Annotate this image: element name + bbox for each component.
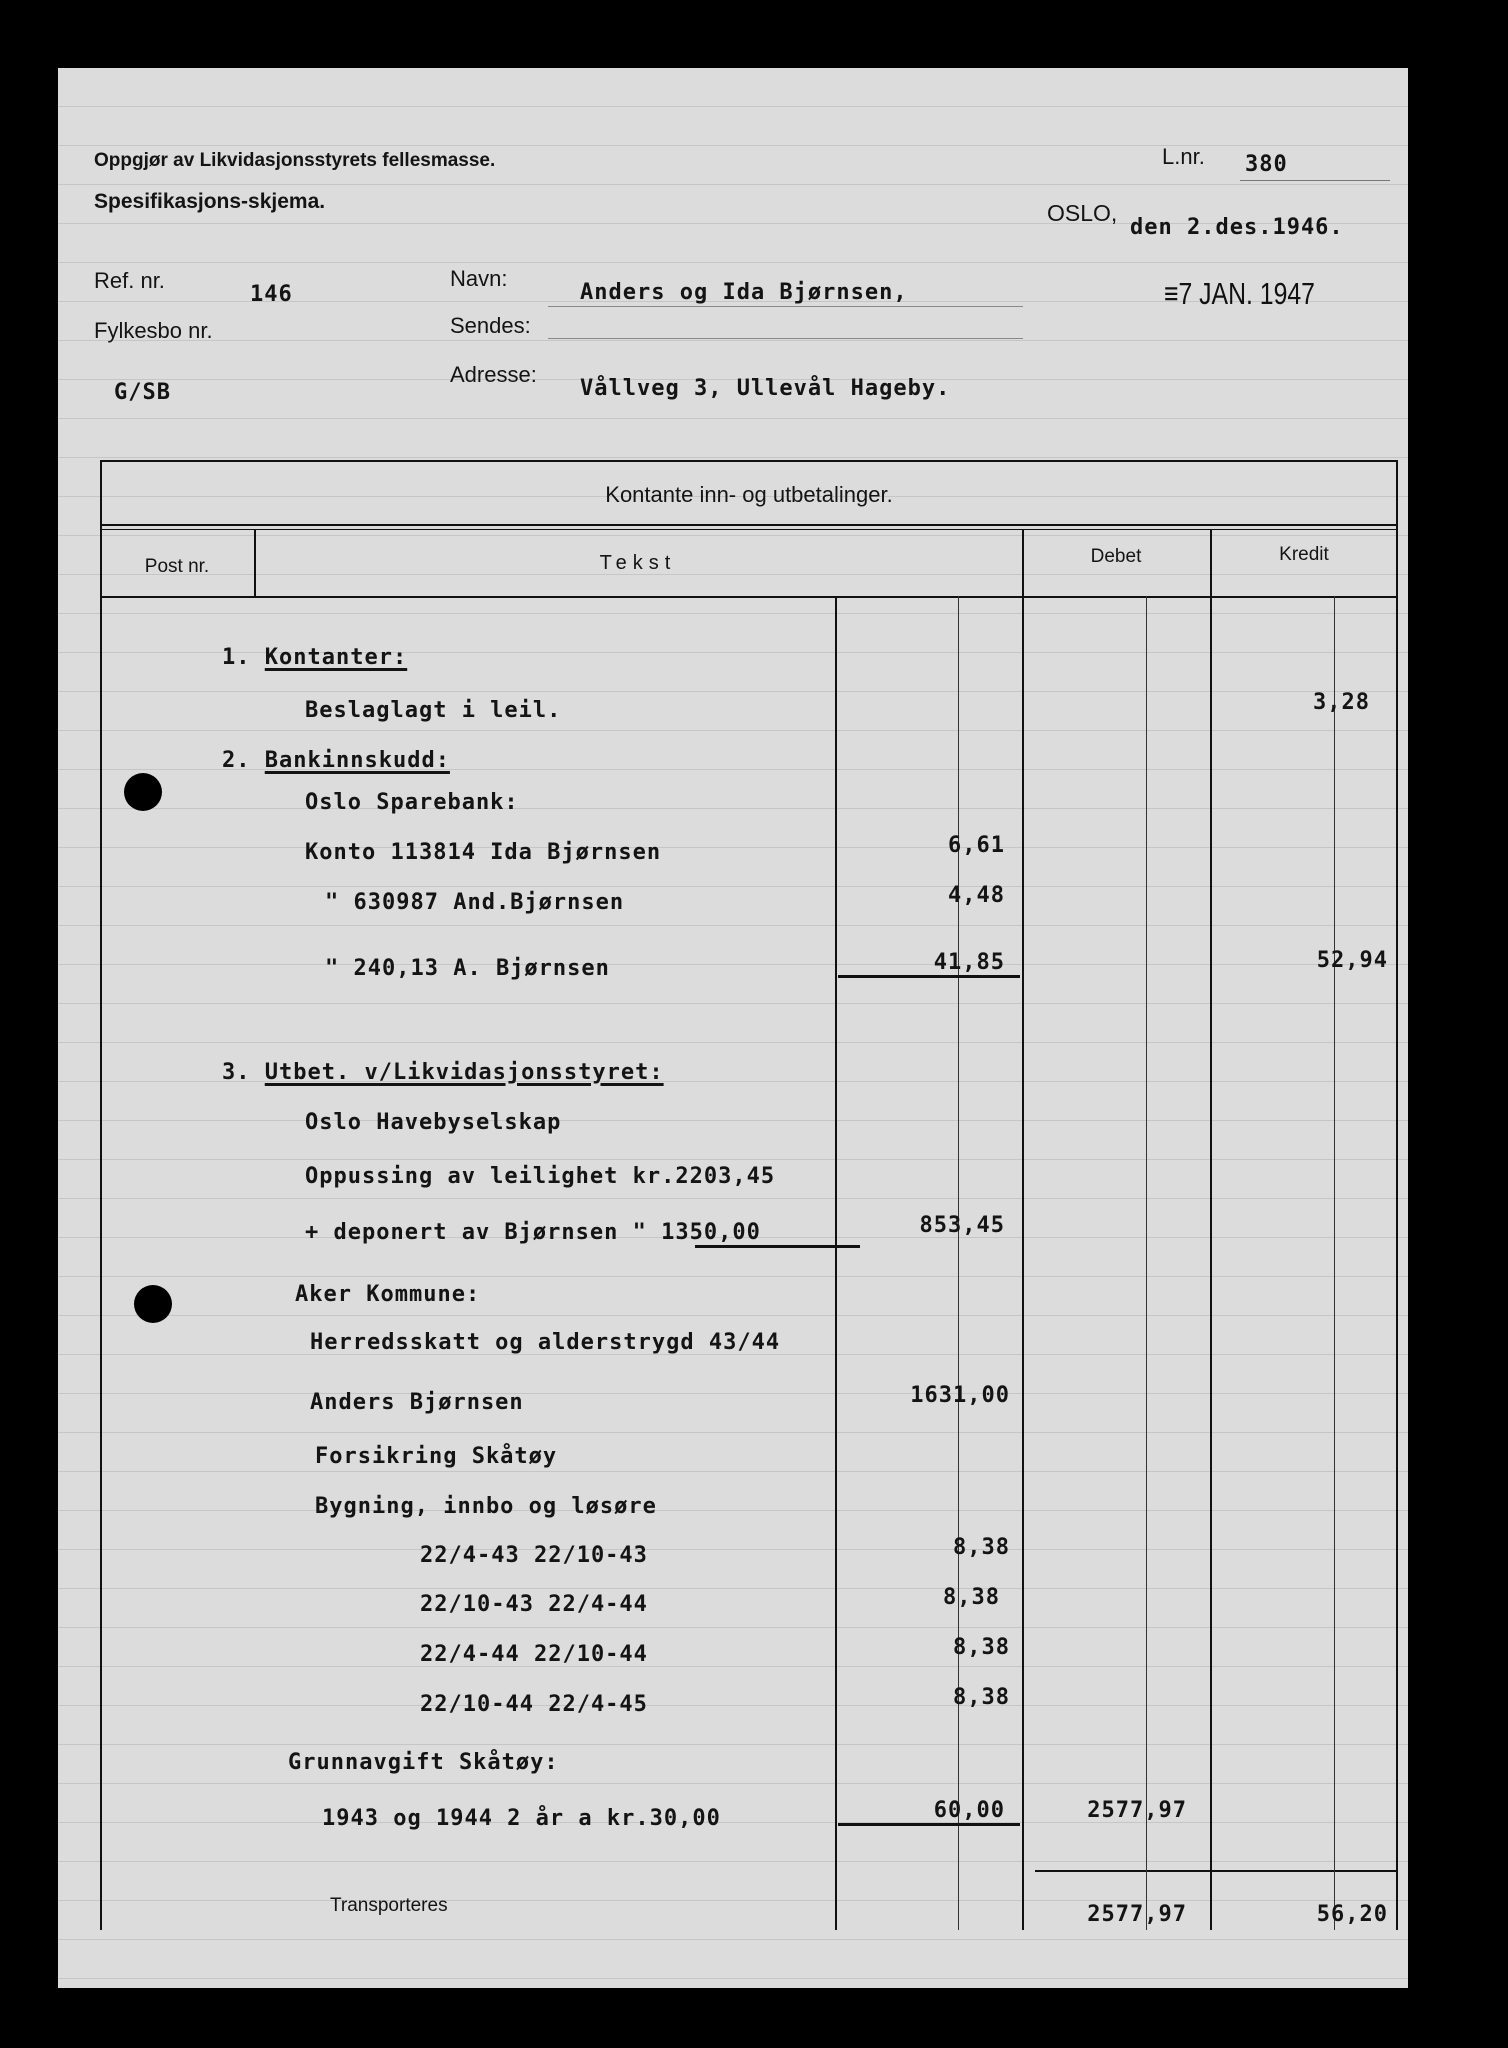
row-text: 22/4-43 22/10-43 bbox=[420, 1543, 648, 1568]
initials: G/SB bbox=[114, 380, 171, 405]
col-kredit-header: Kredit bbox=[1279, 544, 1329, 565]
row-amount: 4,48 bbox=[948, 883, 1005, 908]
section-1-heading bbox=[222, 645, 407, 670]
row-text: Oslo Havebyselskap bbox=[305, 1110, 562, 1135]
date-value: den 2.des.1946. bbox=[1130, 215, 1344, 240]
title-divider bbox=[100, 524, 1398, 526]
section-title: Utbet. v/Likvidasjonsstyret: bbox=[264, 1060, 664, 1085]
lnr-label: L.nr. bbox=[1162, 144, 1205, 169]
header-divider bbox=[100, 596, 1398, 598]
row-amount: 41,85 bbox=[933, 950, 1005, 975]
row-amount: 8,38 bbox=[953, 1685, 1010, 1710]
ref-value: 146 bbox=[250, 282, 293, 307]
col-tekst-header: Tekst bbox=[599, 552, 677, 574]
received-stamp bbox=[1164, 276, 1315, 312]
lnr-line bbox=[1240, 180, 1390, 181]
row-text: Aker Kommune: bbox=[295, 1282, 481, 1307]
row-amount: 8,38 bbox=[953, 1535, 1010, 1560]
row-text: " 240,13 A. Bjørnsen bbox=[325, 956, 610, 981]
transport-kredit: 56,20 bbox=[1316, 1902, 1388, 1927]
row-amount: 8,38 bbox=[953, 1635, 1010, 1660]
total-underline bbox=[838, 1823, 1020, 1826]
amount-cents-divider bbox=[958, 596, 959, 1930]
amount-col-left bbox=[835, 596, 837, 1930]
row-amount: 853,45 bbox=[919, 1213, 1005, 1238]
section-2-heading bbox=[222, 748, 450, 773]
stamp-mark: ≡ bbox=[1164, 276, 1179, 311]
row-amount: 60,00 bbox=[933, 1798, 1005, 1823]
transport-label: Transporteres bbox=[330, 1895, 448, 1916]
section-3-heading bbox=[222, 1060, 664, 1085]
row-debet: 2577,97 bbox=[1087, 1798, 1187, 1823]
title-divider-2 bbox=[100, 529, 1398, 530]
row-text: Anders Bjørnsen bbox=[310, 1390, 524, 1415]
stamp-date: 7 JAN. 1947 bbox=[1178, 276, 1315, 311]
row-text: 22/4-44 22/10-44 bbox=[420, 1642, 648, 1667]
document-sheet bbox=[58, 68, 1408, 1988]
col-debet-header: Debet bbox=[1090, 546, 1142, 567]
row-kredit: 52,94 bbox=[1316, 948, 1388, 973]
row-text: 22/10-44 22/4-45 bbox=[420, 1692, 648, 1717]
section-title: Kontanter: bbox=[264, 645, 408, 670]
row-amount: 8,38 bbox=[943, 1585, 1000, 1610]
left-border bbox=[100, 460, 102, 1930]
navn-label: Navn: bbox=[450, 266, 508, 291]
row-amount: 1631,00 bbox=[910, 1383, 1010, 1408]
deposit-underline bbox=[695, 1245, 860, 1248]
section-number: 2. bbox=[222, 748, 265, 773]
col-post-header: Post nr. bbox=[144, 556, 210, 577]
sendes-line bbox=[548, 338, 1023, 339]
row-text: Oppussing av leilighet kr.2203,45 bbox=[305, 1164, 776, 1189]
table-top-line bbox=[100, 460, 1398, 462]
row-text: 22/10-43 22/4-44 bbox=[420, 1592, 648, 1617]
row-text: + deponert av Bjørnsen " 1350,00 bbox=[305, 1220, 761, 1245]
row-text: Grunnavgift Skåtøy: bbox=[288, 1750, 559, 1775]
section-number: 3. bbox=[222, 1060, 265, 1085]
row-text: Oslo Sparebank: bbox=[305, 790, 519, 815]
punch-hole bbox=[124, 773, 162, 811]
place-label: OSLO, bbox=[1047, 200, 1118, 226]
right-border bbox=[1396, 460, 1398, 1930]
kredit-cents-divider bbox=[1334, 596, 1335, 1930]
adresse-value: Vållveg 3, Ullevål Hageby. bbox=[580, 376, 951, 401]
fylkesbo-label: Fylkesbo nr. bbox=[94, 318, 213, 343]
row-text: Herredsskatt og alderstrygd 43/44 bbox=[310, 1330, 781, 1355]
row-amount: 6,61 bbox=[948, 833, 1005, 858]
lnr-value: 380 bbox=[1245, 152, 1288, 177]
form-title: Spesifikasjons-skjema. bbox=[94, 190, 326, 213]
footer-divider bbox=[1035, 1870, 1398, 1872]
section-title: Bankinnskudd: bbox=[264, 748, 450, 773]
ref-label: Ref. nr. bbox=[94, 268, 165, 293]
navn-line bbox=[548, 306, 1023, 307]
debet-col-divider bbox=[1210, 530, 1212, 1930]
row-text: Beslaglagt i leil. bbox=[305, 698, 562, 723]
debet-cents-divider bbox=[1146, 596, 1147, 1930]
table-title: Kontante inn- og utbetalinger. bbox=[605, 482, 893, 507]
navn-value: Anders og Ida Bjørnsen, bbox=[580, 280, 908, 305]
row-text: Forsikring Skåtøy bbox=[315, 1444, 558, 1469]
row-text: 1943 og 1944 2 år a kr.30,00 bbox=[322, 1806, 721, 1831]
punch-hole bbox=[134, 1285, 172, 1323]
row-text: Konto 113814 Ida Bjørnsen bbox=[305, 840, 662, 865]
row-text: Bygning, innbo og løsøre bbox=[315, 1494, 657, 1519]
section-number: 1. bbox=[222, 645, 265, 670]
row-kredit: 3,28 bbox=[1313, 690, 1370, 715]
adresse-label: Adresse: bbox=[450, 362, 537, 387]
transport-debet: 2577,97 bbox=[1087, 1902, 1187, 1927]
row-text: " 630987 And.Bjørnsen bbox=[325, 890, 625, 915]
sendes-label: Sendes: bbox=[450, 313, 531, 338]
org-title: Oppgjør av Likvidasjonsstyrets fellesmasse. bbox=[94, 150, 496, 171]
subtotal-underline bbox=[838, 975, 1020, 978]
tekst-col-divider bbox=[1022, 530, 1024, 1930]
